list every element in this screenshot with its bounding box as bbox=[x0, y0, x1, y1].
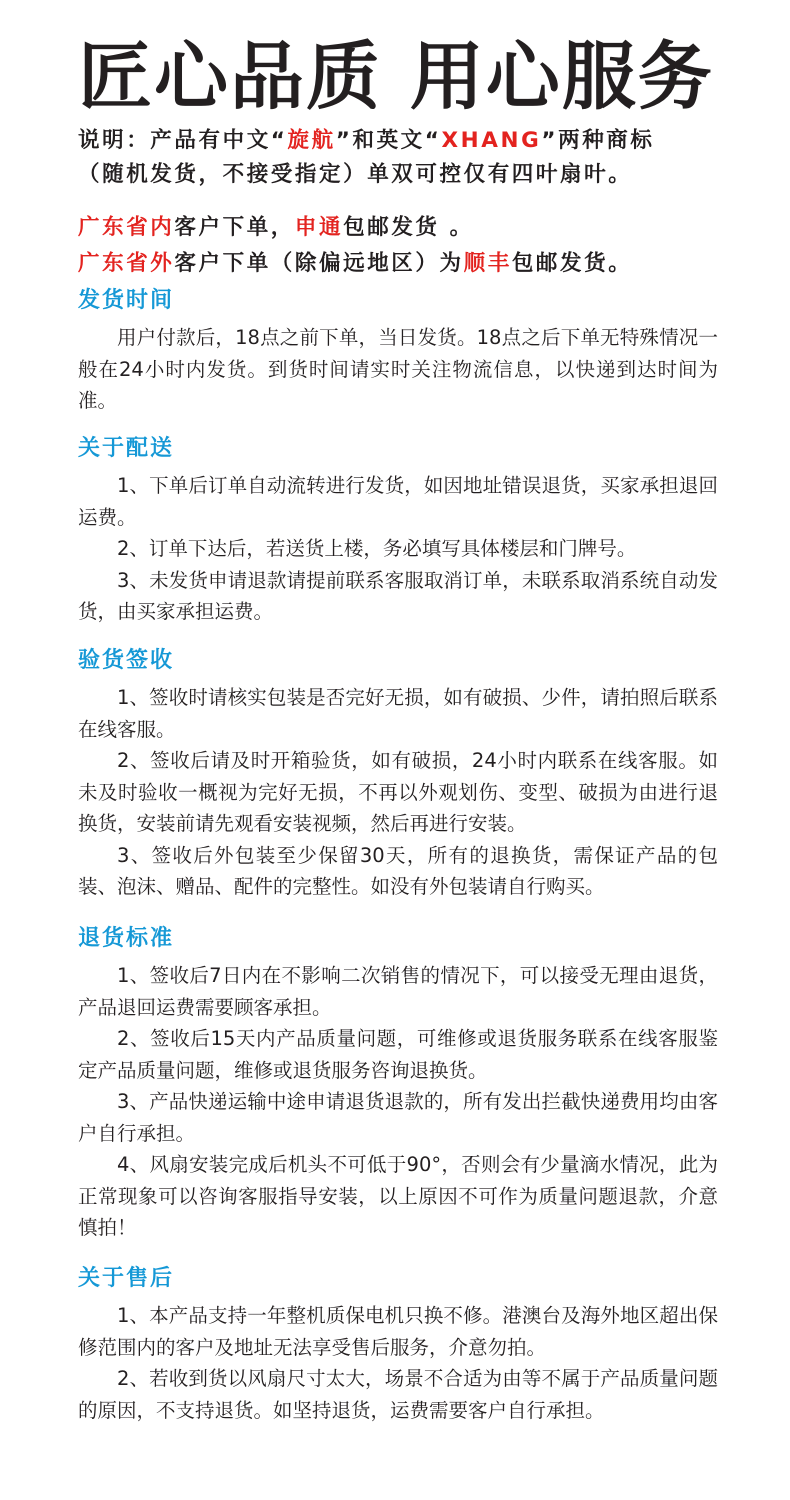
section-heading: 关于售后 bbox=[78, 1266, 175, 1291]
brand-name-chinese: 旋航 bbox=[287, 128, 336, 153]
section-heading: 验货签收 bbox=[78, 648, 175, 673]
section-return-standard bbox=[78, 924, 718, 1244]
carrier-sto: 申通 bbox=[294, 215, 344, 240]
carrier-sf: 顺丰 bbox=[463, 251, 512, 276]
section-paragraph: 4、风扇安装完成后机头不可低于90°，否则会有少量滴水情况，此为正常现象可以咨询客服指导安装，以上原因不可作为质量问题退款，介意慎拍！ bbox=[78, 1153, 718, 1239]
section-paragraph: 3、签收后外包装至少保留30天，所有的退换货，需保证产品的包装、泡沫、赠品、配件的完整性。如没有外包装请自行购买。 bbox=[78, 843, 718, 898]
section-paragraph: 1、签收时请核实包装是否完好无损，如有破损、少件，请拍照后联系在线客服。 bbox=[78, 686, 718, 741]
section-heading: 关于配送 bbox=[78, 436, 175, 461]
section-after-sales bbox=[78, 1264, 718, 1426]
section-paragraph: 1、本产品支持一年整机质保电机只换不修。港澳台及海外地区超出保修范围内的客户及地址无法享受售后服务，介意勿拍。 bbox=[78, 1304, 718, 1359]
shipping-text: 包邮发货。 bbox=[511, 251, 633, 276]
shipping-text: 客户下单， bbox=[174, 215, 295, 240]
shipping-note bbox=[78, 210, 728, 282]
section-inspection bbox=[78, 646, 718, 903]
section-paragraph: 3、产品快递运输中途申请退货退款的，所有发出拦截快递费用均由客户自行承担。 bbox=[78, 1090, 718, 1145]
section-paragraph: 3、未发货申请退款请提前联系客服取消订单，未联系取消系统自动发货，由买家承担运费。 bbox=[78, 568, 718, 623]
brand-note-text: ”和英文“ bbox=[335, 128, 442, 153]
hero-title: 匠心品质 用心服务 bbox=[78, 34, 714, 120]
section-paragraph: 1、签收后7日内在不影响二次销售的情况下，可以接受无理由退货，产品退回运费需要顾客承担。 bbox=[78, 964, 718, 1019]
brand-note bbox=[78, 124, 728, 192]
section-paragraph: 用户付款后，18点之前下单，当日发货。18点之后下单无特殊情况一般在24小时内发货。到货时间请实时关注物流信息，以快递到达时间为准。 bbox=[78, 326, 718, 412]
brand-name-english: XHANG bbox=[441, 128, 542, 153]
shipping-text: 客户下单（除偏远地区）为 bbox=[174, 251, 464, 276]
section-heading: 退货标准 bbox=[78, 926, 175, 951]
section-paragraph: 2、签收后请及时开箱验货，如有破损，24小时内联系在线客服。如未及时验收一概视为完好无损，不再以外观划伤、变型、破损为由进行退换货，安装前请先观看安装视频，然后再进行安装。 bbox=[78, 749, 718, 835]
brand-note-text: ”两种商标 bbox=[541, 128, 655, 153]
brand-note-line-1 bbox=[78, 124, 728, 158]
section-paragraph: 2、若收到货以风扇尺寸太大，场景不合适为由等不属于产品质量问题的原因，不支持退货。如坚持退货，运费需要客户自行承担。 bbox=[78, 1367, 718, 1422]
section-shipping-time bbox=[78, 286, 718, 417]
shipping-line-guangdong bbox=[78, 210, 728, 246]
region-inside: 广东省内 bbox=[78, 215, 175, 240]
section-paragraph: 2、签收后15天内产品质量问题，可维修或退货服务联系在线客服鉴定产品质量问题，维修或退货服务咨询退换货。 bbox=[78, 1027, 718, 1082]
shipping-line-outside bbox=[78, 246, 728, 282]
section-paragraph: 2、订单下达后，若送货上楼，务必填写具体楼层和门牌号。 bbox=[117, 537, 637, 560]
section-delivery bbox=[78, 434, 718, 628]
brand-note-text: 说明：产品有中文“ bbox=[78, 128, 288, 153]
section-heading: 发货时间 bbox=[78, 288, 175, 313]
section-paragraph: 1、下单后订单自动流转进行发货，如因地址错误退货，买家承担退回运费。 bbox=[78, 474, 718, 529]
brand-note-line-2: （随机发货，不接受指定）单双可控仅有四叶扇叶。 bbox=[78, 162, 633, 187]
region-outside: 广东省外 bbox=[78, 251, 175, 276]
shipping-text: 包邮发货 。 bbox=[343, 215, 474, 240]
